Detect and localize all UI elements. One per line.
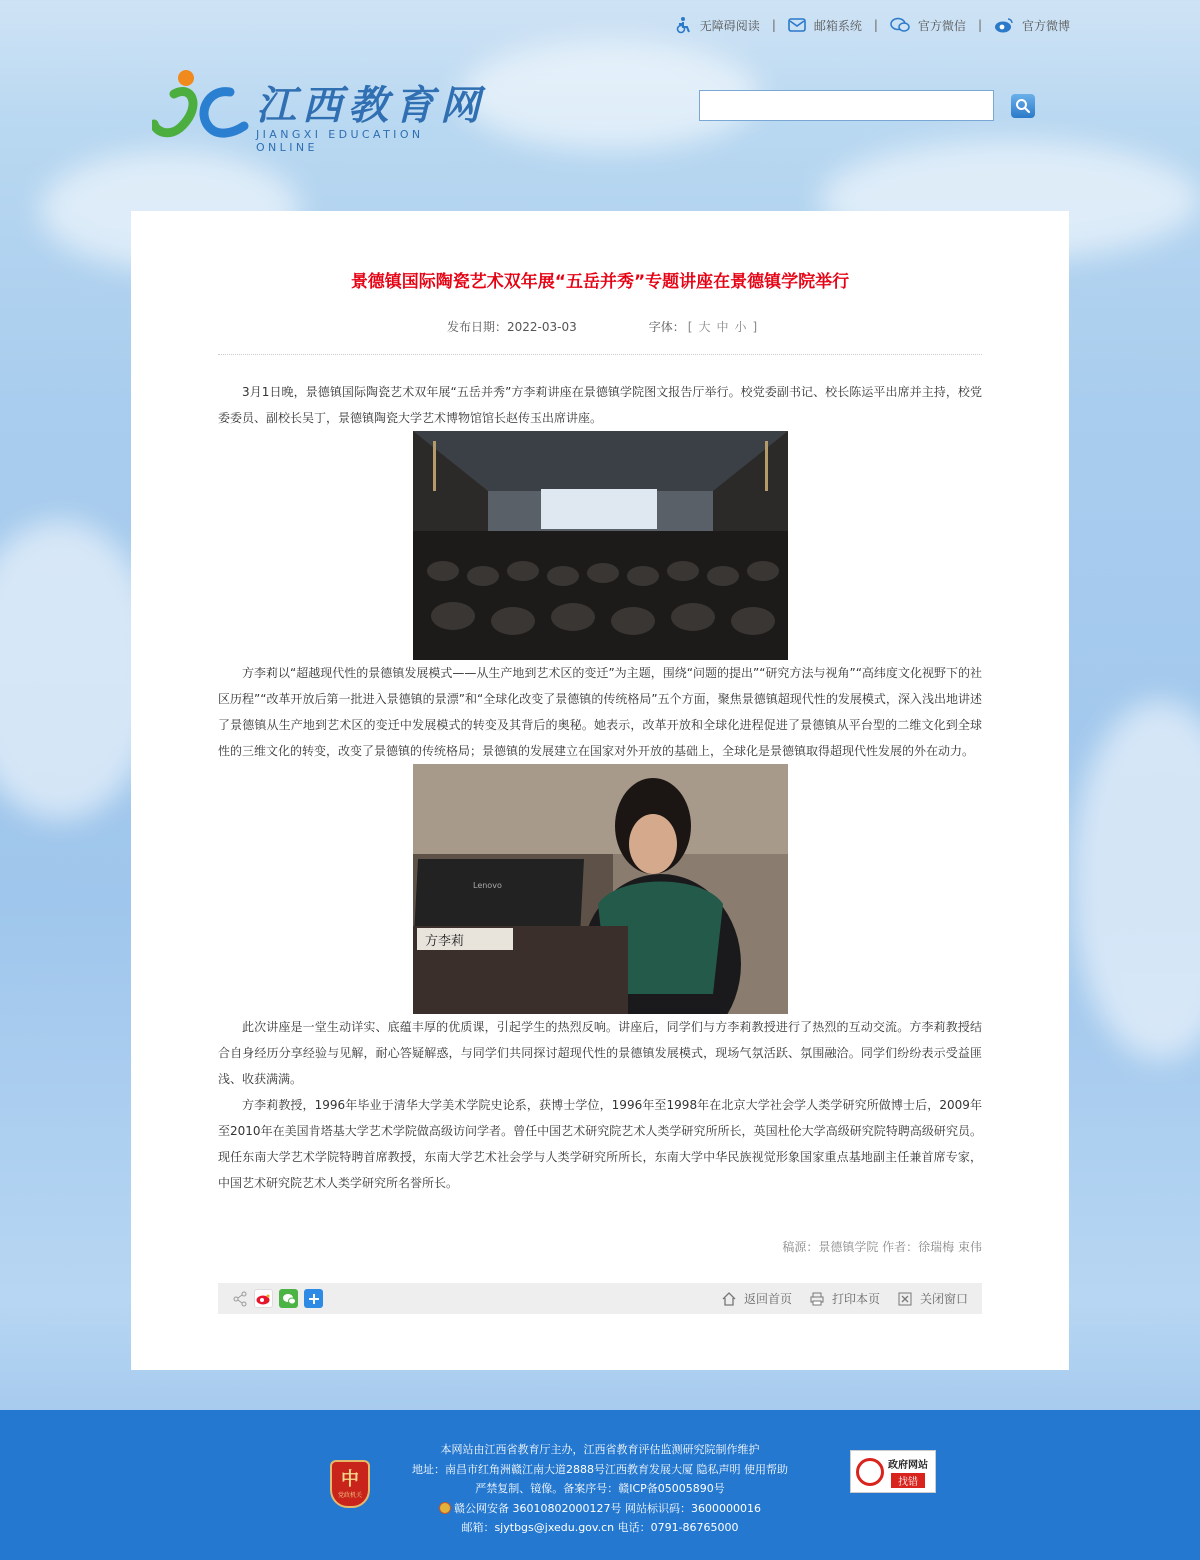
badge-label: 党政机关 [337,1491,362,1499]
home-icon [722,1292,736,1306]
weibo-share-icon[interactable] [254,1289,273,1308]
speaker-photo [413,764,788,1014]
print-button[interactable] [810,1290,880,1307]
back-home-label: 返回首页 [743,1292,792,1306]
mail-link[interactable] [788,17,862,34]
wechat-share-icon[interactable] [279,1289,298,1308]
back-home-button[interactable] [722,1290,792,1307]
footer-line: 地址：南昌市红角洲赣江南大道2888号江西教育发展大厦 隐私声明 使用帮助 [412,1462,788,1476]
site-logo[interactable] [152,66,492,154]
article-panel [131,211,1069,1370]
publish-date [447,318,577,335]
accessibility-icon [674,16,692,34]
wechat-link[interactable] [890,17,966,34]
close-icon [898,1292,912,1306]
article-paragraph: 3月1日晚，景德镇国际陶瓷艺术双年展“五岳并秀”方李莉讲座在景德镇学院图文报告厅举行。校党委副书记、校长陈运平出席并主持，校党委委员、副校长吴丁，景德镇陶瓷大学艺术博物馆馆长赵传玉出席讲座。 [218,385,982,425]
weibo-label: 官方微博 [1021,18,1070,33]
print-icon [810,1292,824,1306]
gov-site-error-report[interactable] [850,1450,936,1493]
article-paragraph: 方李莉以“超越现代性的景德镇发展模式——从生产地到艺术区的变迁”为主题，围绕“问题的提出”“研究方法与视角”“高纬度文化视野下的社区历程”“改革开放后第一批进入景德镇的景漂”和“全球化改变了景德镇的传统格局”五个方面，聚焦景德镇超现代性的发展模式，深入浅出地讲述了景德镇从生产地到艺术区的变迁中发展模式的转变及其背后的奥秘。她表示，改革开放和全球化进程促进了景德镇从平台型的二维文化到全球性的三维文化的转变，改变了景德镇的传统格局；景德镇的发展建立在国家对外开放的基础上，全球化是景德镇取得超现代性发展的外在动力。 [218,666,982,758]
top-links [674,16,1070,34]
cloud-decoration [1070,700,1200,1060]
font-medium-button[interactable]: 中 [716,320,729,334]
weibo-link[interactable] [994,17,1070,34]
more-share-icon[interactable] [304,1289,323,1308]
font-small-button[interactable]: 小 [734,320,747,334]
font-large-button[interactable]: 大 [698,320,711,334]
share-bar [218,1283,982,1314]
wechat-label: 官方微信 [917,18,966,33]
print-label: 打印本页 [831,1292,880,1306]
search-input[interactable] [700,91,993,120]
magnifier-icon [856,1458,884,1486]
date-label: 发布日期： [447,320,508,334]
article-title: 景德镇国际陶瓷艺术双年展“五岳并秀”专题讲座在景德镇学院举行 [350,272,850,292]
logo-chinese: 江西教育网 [256,82,486,129]
gov-label-top: 政府网站 [888,1459,928,1471]
logo-english: JIANGXI EDUCATION ONLINE [256,128,424,154]
date-value: 2022-03-03 [507,320,577,334]
page-actions [704,1290,968,1307]
accessibility-label: 无障碍阅读 [699,18,760,33]
party-government-badge[interactable] [330,1460,370,1508]
separator: | [771,18,776,32]
speaker-nameplate: 方李莉 [424,934,464,949]
divider [218,354,982,355]
article-source: 稿源：景德镇学院 作者：徐瑞梅 束伟 [782,1240,982,1254]
weibo-icon [994,17,1014,33]
font-label: 字体： [648,320,685,334]
article-paragraph: 方李莉教授，1996年毕业于清华大学美术学院史论系，获博士学位，1996年至1998年在北京大学社会学人类学研究所做博士后，2009年至2010年在美国肯塔基大学艺术学院做高级访问学者。曾任中国艺术研究院艺术人类学研究所所长，英国杜伦大学高级研究院特聘高级研究员。现任东南大学艺术学院特聘首席教授，东南大学艺术社会学与人类学研究所所长，东南大学中华民族视觉形象国家重点基地副主任兼首席专家，中国艺术研究院艺术人类学研究所名誉所长。 [218,1098,982,1190]
accessibility-link[interactable] [674,16,760,34]
footer-line: 赣公网安备 36010802000127号 网站标识码：3600000016 [454,1501,761,1515]
mail-label: 邮箱系统 [813,18,862,33]
site-footer [0,1410,1200,1560]
footer-line: 本网站由江西省教育厅主办，江西省教育评估监测研究院制作维护 [440,1443,760,1456]
search-button[interactable] [1011,94,1035,118]
font-bracket-open: [ [687,320,693,334]
font-bracket-close: ] [752,320,758,334]
search-icon [1015,98,1031,114]
search-box [699,90,994,121]
logo-emblem-icon [152,66,252,146]
laptop-brand: Lenovo [472,881,502,890]
share-icon [232,1291,248,1307]
badge-emblem-icon: 中 [341,1468,359,1490]
share-icons [232,1289,329,1308]
separator: | [873,18,878,32]
footer-info [380,1440,820,1538]
article-meta [447,318,760,335]
footer-line: 严禁复制、镜像。备案序号：赣ICP备05005890号 [475,1482,725,1495]
close-window-button[interactable] [898,1290,968,1307]
article-paragraph: 此次讲座是一堂生动详实、底蕴丰厚的优质课，引起学生的热烈反响。讲座后，同学们与方李莉教授进行了热烈的互动交流。方李莉教授结合自身经历分享经验与见解，耐心答疑解惑，与同学们共同探讨超现代性的景德镇发展模式，现场气氛活跃、氛围融洽。同学们纷纷表示受益匪浅、收获满满。 [218,1020,982,1086]
wechat-icon [890,17,910,33]
close-window-label: 关闭窗口 [919,1292,968,1306]
footer-line-security [380,1499,820,1519]
footer-line: 邮箱：sjytbgs@jxedu.gov.cn 电话：0791-86765000 [461,1521,739,1534]
font-size-control [649,318,760,335]
police-emblem-icon [439,1502,451,1514]
mail-icon [788,18,806,32]
lecture-hall-photo [413,431,788,660]
gov-label-bottom: 找错 [891,1473,925,1488]
separator: | [977,18,982,32]
article-body [218,379,982,1196]
